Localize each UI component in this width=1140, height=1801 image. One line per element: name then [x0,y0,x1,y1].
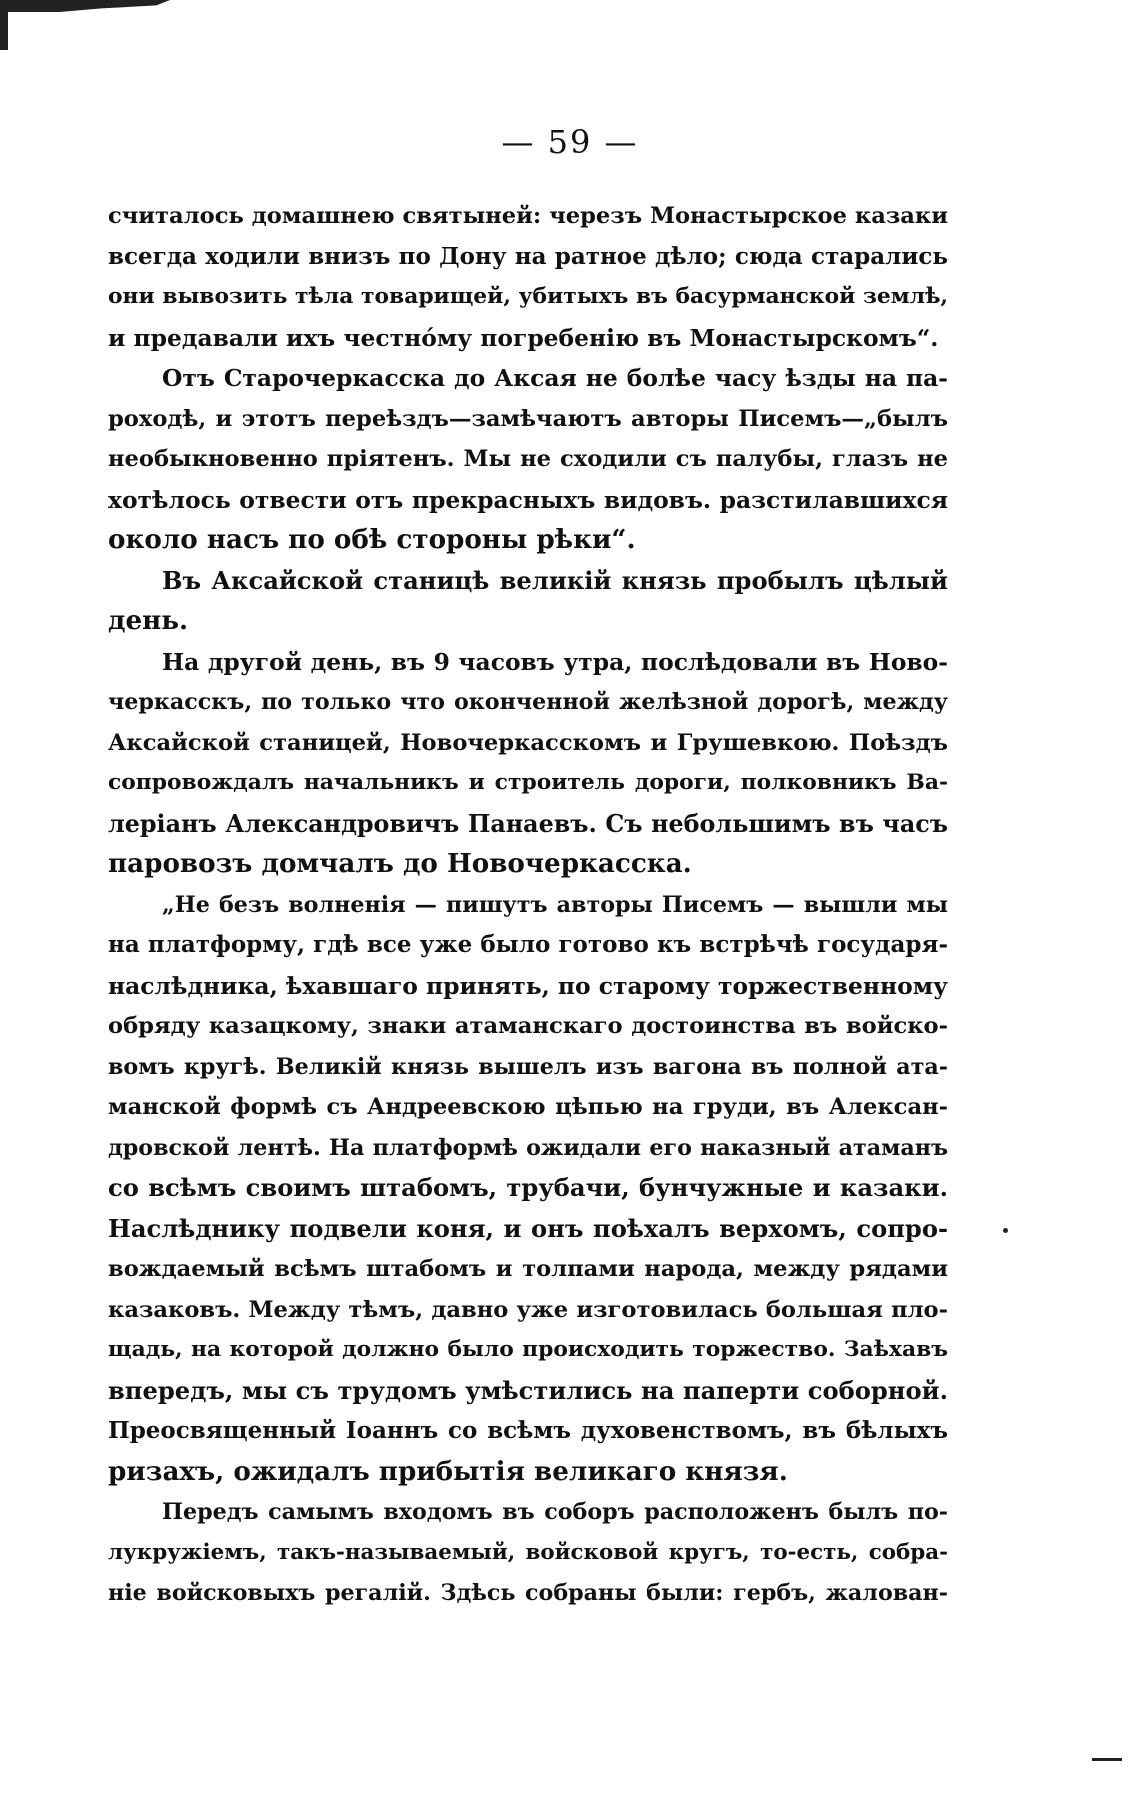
text-line: на платформу, гдѣ все уже было готово къ встрѣчѣ государя- [108,931,948,958]
text-line: они вывозить тѣла товарищей, убитыхъ въ басурманской землѣ, [108,284,948,309]
text-line: хотѣлось отвести отъ прекрасныхъ видовъ. разстилавшихся [108,485,948,514]
paragraph [108,196,948,358]
text-line: казаковъ. Между тѣмъ, давно уже изготовилась большая пло- [108,1296,948,1323]
text-line: считалось домашнею святыней: черезъ Монастырское казаки [108,203,948,229]
text-line: паровозъ домчалъ до Новочеркасска. [108,848,692,879]
text-line: леріанъ Александровичъ Панаевъ. Съ небольшимъ въ часъ [108,809,948,838]
paragraph [108,561,948,642]
scan-artifact-top-left [0,0,170,12]
scan-speck [1003,1228,1008,1233]
text-line: Наслѣднику подвели коня, и онъ поѣхалъ верхомъ, сопро- [108,1213,948,1243]
text-line: Въ Аксайской станицѣ великій князь пробылъ цѣлый [162,565,948,595]
text-line: необыкновенно пріятенъ. Мы не сходили съ палубы, глазъ не [108,446,948,472]
text-line: со всѣмъ своимъ штабомъ, трубачи, бунчужные и казаки. [108,1173,948,1202]
text-line: около насъ по обѣ стороны рѣки“. [108,524,636,555]
text-line: На другой день, въ 9 часовъ утра, послѣдовали въ Ново- [162,647,948,676]
scan-artifact-left-edge [0,10,8,50]
text-line: день. [108,605,189,636]
paragraph [108,885,948,1493]
text-line: сопровождалъ начальникъ и строитель дороги, полковникъ Ва- [108,770,948,795]
text-line: и предавали ихъ честнóму погребенію въ Монастырскомъ“. [108,323,939,352]
text-line: вомъ кругѣ. Великій князь вышелъ изъ вагона въ полной ата- [108,1053,948,1080]
text-line: черкасскъ, по только что оконченной желѣзной дорогѣ, между [108,689,948,715]
paragraph [108,358,948,561]
text-line: всегда ходили внизъ по Дону на ратное дѣло; сюда старались [108,242,948,270]
paragraph [108,642,948,885]
page-text [108,196,948,1614]
text-line: обряду казацкому, знаки атаманскаго достоинства въ войско- [108,1013,948,1039]
text-line: лукружіемъ, такъ-называемый, войсковой кругъ, то-есть, собра- [108,1539,948,1565]
text-line: „Не безъ волненія — пишутъ авторы Писемъ — вышли мы [162,891,948,918]
text-line: Передъ самымъ входомъ въ соборъ расположенъ былъ по- [162,1499,948,1525]
paragraph [108,1492,948,1614]
text-line: манской формѣ съ Андреевскою цѣпью на груди, въ Алексан- [108,1094,948,1120]
text-line: роходѣ, и этотъ переѣздъ—замѣчаютъ авторы Писемъ—„былъ [108,405,948,432]
text-line: дровской лентѣ. На платформѣ ожидали его наказный атаманъ [108,1134,948,1161]
text-line: Аксайской станицей, Новочеркасскомъ и Грушевкою. Поѣздъ [108,729,948,756]
text-line: вождаемый всѣмъ штабомъ и толпами народа, между рядами [108,1256,948,1282]
text-line: Преосвященный Іоаннъ со всѣмъ духовенствомъ, въ бѣлыхъ [108,1417,948,1444]
text-line: ризахъ, ожидалъ прибытія великаго князя. [108,1455,788,1487]
page-number: — 59 — [501,123,639,161]
scan-artifact-bottom-right [1092,1758,1122,1761]
text-line: Отъ Старочеркасска до Аксая не болѣе часу ѣзды на па- [162,364,948,392]
text-line: наслѣдника, ѣхавшаго принять, по старому торжественному [108,971,949,1000]
text-line: ніе войсковыхъ регалій. Здѣсь собраны были: гербъ, жалован- [108,1580,948,1606]
text-line: впередъ, мы съ трудомъ умѣстились на паперти соборной. [108,1375,948,1405]
text-line: щадь, на которой должно было происходить торжество. Заѣхавъ [108,1337,948,1362]
